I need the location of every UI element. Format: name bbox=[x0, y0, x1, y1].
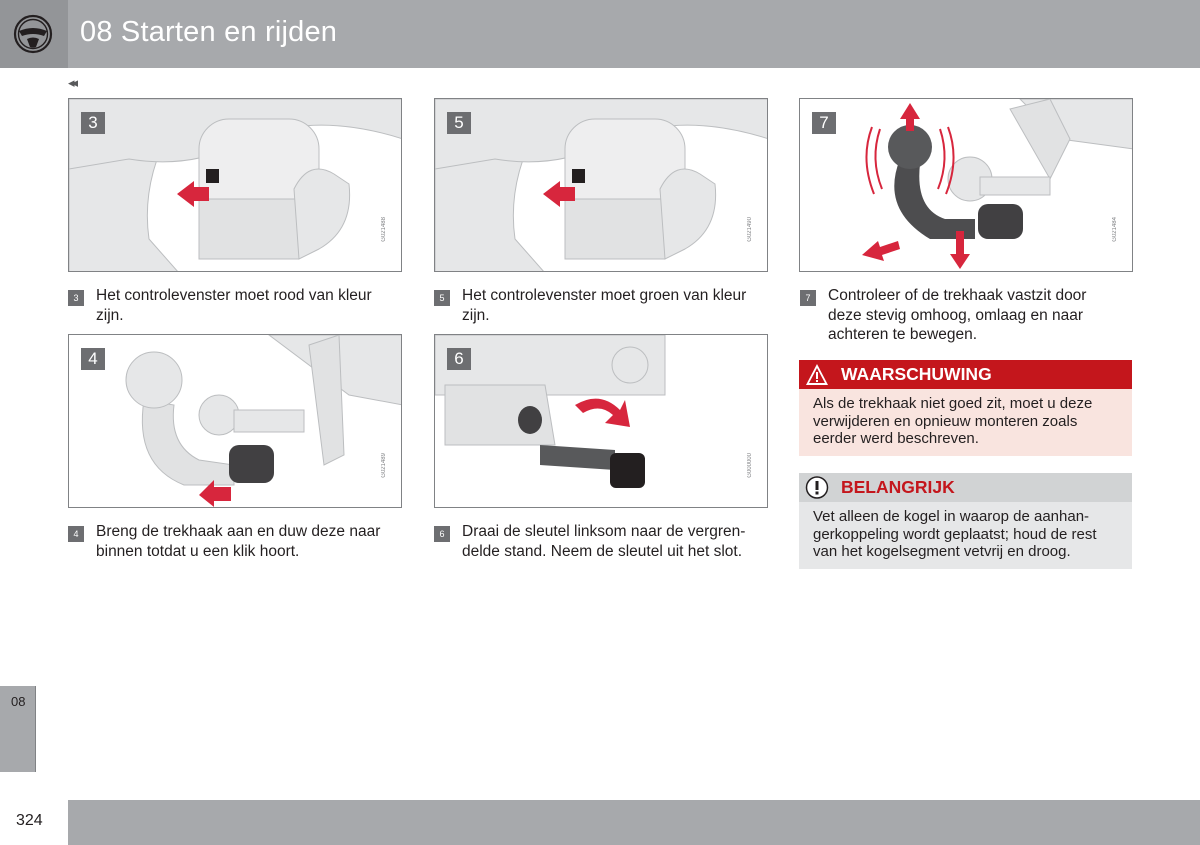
step-text: Breng de trekhaak aan en duw deze naar binnen totdat u een klik hoort. bbox=[96, 523, 381, 560]
figure-code: G000000 bbox=[747, 453, 753, 478]
page-number: 324 bbox=[16, 812, 43, 829]
step-text: Draai de sleutel linksom naar de vergren-delde stand. Neem de sleutel uit het slot. bbox=[462, 523, 746, 560]
warning-box bbox=[799, 360, 1132, 456]
figure-number: 5 bbox=[447, 112, 471, 134]
figure-number: 6 bbox=[447, 348, 471, 370]
chapter-side-tab[interactable] bbox=[0, 686, 36, 772]
steering-wheel-icon bbox=[13, 14, 53, 54]
figure-number: 4 bbox=[81, 348, 105, 370]
step-6-caption bbox=[434, 522, 768, 561]
illustration-key-turn bbox=[435, 335, 768, 508]
step-7-caption bbox=[800, 286, 1120, 345]
step-badge: 3 bbox=[68, 290, 84, 306]
chapter-header bbox=[0, 0, 1200, 68]
figure-5 bbox=[434, 98, 768, 272]
figure-4 bbox=[68, 334, 402, 508]
figure-6 bbox=[434, 334, 768, 508]
figure-3 bbox=[68, 98, 402, 272]
back-nav-icon[interactable]: ◂◂ bbox=[68, 75, 76, 90]
step-badge: 4 bbox=[68, 526, 84, 542]
step-badge: 7 bbox=[800, 290, 816, 306]
figure-number: 3 bbox=[81, 112, 105, 134]
step-4-caption bbox=[68, 522, 402, 561]
illustration-window-red bbox=[69, 99, 402, 272]
illustration-towbar-insert bbox=[69, 335, 402, 508]
chapter-icon-box bbox=[0, 0, 68, 68]
figure-code: G021490 bbox=[747, 217, 753, 242]
side-tab-label: 08 bbox=[11, 694, 26, 709]
warning-text: Als de trekhaak niet goed zit, moet u deze verwijderen en opnieuw monteren zoals eerder werd beschreven. bbox=[799, 389, 1132, 456]
step-text: Het controlevenster moet groen van kleur zijn. bbox=[462, 287, 747, 324]
important-header bbox=[799, 473, 1132, 502]
step-badge: 5 bbox=[434, 290, 450, 306]
step-5-caption bbox=[434, 286, 768, 325]
warning-header bbox=[799, 360, 1132, 389]
step-3-caption bbox=[68, 286, 402, 325]
warning-triangle-icon bbox=[805, 363, 829, 386]
figure-code: G021489 bbox=[381, 453, 387, 478]
figure-7 bbox=[799, 98, 1133, 272]
exclamation-circle-icon bbox=[805, 476, 829, 499]
footer-bar bbox=[68, 800, 1200, 845]
figure-code: G021484 bbox=[1112, 217, 1118, 242]
illustration-window-green bbox=[435, 99, 768, 272]
step-text: Controleer of de trekhaak vastzit door deze stevig omhoog, omlaag en naar achteren te bewegen. bbox=[828, 287, 1087, 343]
illustration-towbar-test bbox=[800, 99, 1133, 272]
important-title: BELANGRIJK bbox=[841, 477, 955, 497]
important-box bbox=[799, 473, 1132, 569]
figure-number: 7 bbox=[812, 112, 836, 134]
important-text: Vet alleen de kogel in waarop de aanhan-gerkoppeling wordt geplaatst; houd de rest van het kogelsegment vetvrij en droog. bbox=[799, 502, 1132, 569]
figure-code: G021488 bbox=[381, 217, 387, 242]
step-text: Het controlevenster moet rood van kleur zijn. bbox=[96, 287, 372, 324]
warning-title: WAARSCHUWING bbox=[841, 364, 992, 384]
step-badge: 6 bbox=[434, 526, 450, 542]
chapter-title: 08 Starten en rijden bbox=[80, 16, 338, 48]
